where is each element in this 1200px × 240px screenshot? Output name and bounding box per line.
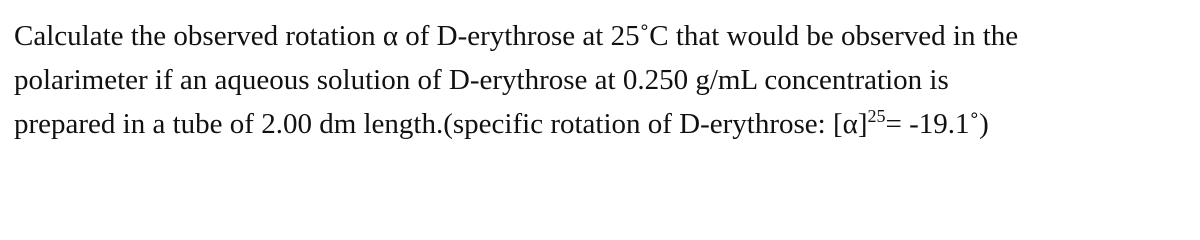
question-line-3 xyxy=(14,102,1194,146)
specific-rotation-value: = -19.1˚) xyxy=(885,108,989,140)
question-text xyxy=(14,14,1194,146)
question-line-2: polarimeter if an aqueous solution of D-erythrose at 0.250 g/mL concentration is xyxy=(14,64,949,96)
question-line-1: Calculate the observed rotation α of D-erythrose at 25˚C that would be observed in the xyxy=(14,20,1019,52)
question-line-3-main: prepared in a tube of 2.00 dm length.(specific rotation of D-erythrose: [α] xyxy=(14,108,868,140)
specific-rotation-temperature-superscript: 25 xyxy=(867,106,886,126)
